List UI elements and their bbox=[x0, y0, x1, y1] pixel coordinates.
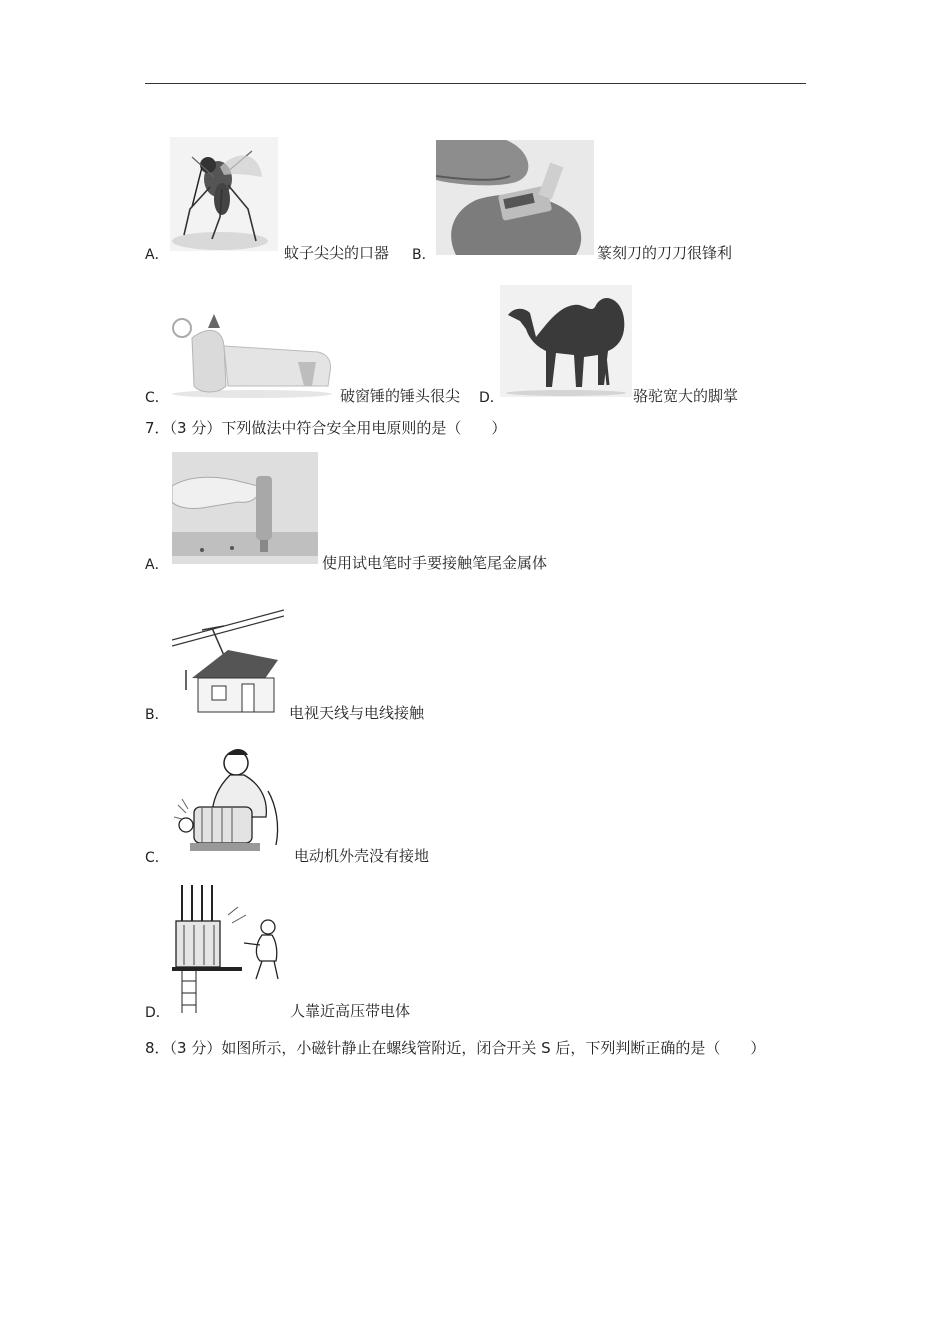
question-text: 如图所示，小磁针静止在螺线管附近，闭合开关 S 后，下列判断正确的是（ ） bbox=[221, 1039, 766, 1057]
q7-option-b-text: 电视天线与电线接触 bbox=[289, 704, 425, 722]
tv-antenna-house-icon bbox=[172, 600, 284, 714]
q6-option-c-text: 破窗锤的锤头很尖 bbox=[340, 387, 461, 405]
q7-option-a-letter: A． bbox=[145, 557, 169, 573]
q6-option-b-text: 篆刻刀的刀刀很锋利 bbox=[597, 244, 733, 262]
mosquito-icon bbox=[170, 137, 278, 251]
question-text: 下列做法中符合安全用电原则的是（ ） bbox=[221, 419, 507, 437]
question-7-stem bbox=[145, 419, 506, 437]
question-number: 7． bbox=[145, 419, 170, 437]
q6-option-a-text: 蚊子尖尖的口器 bbox=[284, 244, 390, 262]
q7-option-d-letter: D． bbox=[145, 1005, 170, 1021]
question-8-stem bbox=[145, 1039, 765, 1057]
q6-option-d-text: 骆驼宽大的脚掌 bbox=[633, 387, 739, 405]
q7-option-c-letter: C． bbox=[145, 850, 169, 866]
q7-option-b-letter: B． bbox=[145, 707, 169, 723]
test-pen-icon bbox=[172, 452, 318, 564]
high-voltage-icon bbox=[172, 885, 288, 1013]
q6-option-d-letter: D． bbox=[479, 390, 504, 406]
electric-motor-icon bbox=[172, 745, 290, 857]
camel-icon bbox=[500, 285, 632, 397]
q7-option-d-text: 人靠近高压带电体 bbox=[290, 1002, 411, 1020]
carving-knife-icon bbox=[436, 140, 594, 255]
header-rule bbox=[145, 83, 806, 84]
q7-option-a-text: 使用试电笔时手要接触笔尾金属体 bbox=[322, 554, 548, 572]
q7-option-c-text: 电动机外壳没有接地 bbox=[294, 847, 430, 865]
safety-hammer-icon bbox=[168, 306, 336, 398]
q6-option-a-letter: A． bbox=[145, 247, 169, 263]
q6-option-c-letter: C． bbox=[145, 390, 169, 406]
question-score: （3 分） bbox=[169, 419, 222, 437]
question-score: （3 分） bbox=[169, 1039, 222, 1057]
q6-option-b-letter: B． bbox=[412, 247, 436, 263]
question-number: 8． bbox=[145, 1039, 170, 1057]
